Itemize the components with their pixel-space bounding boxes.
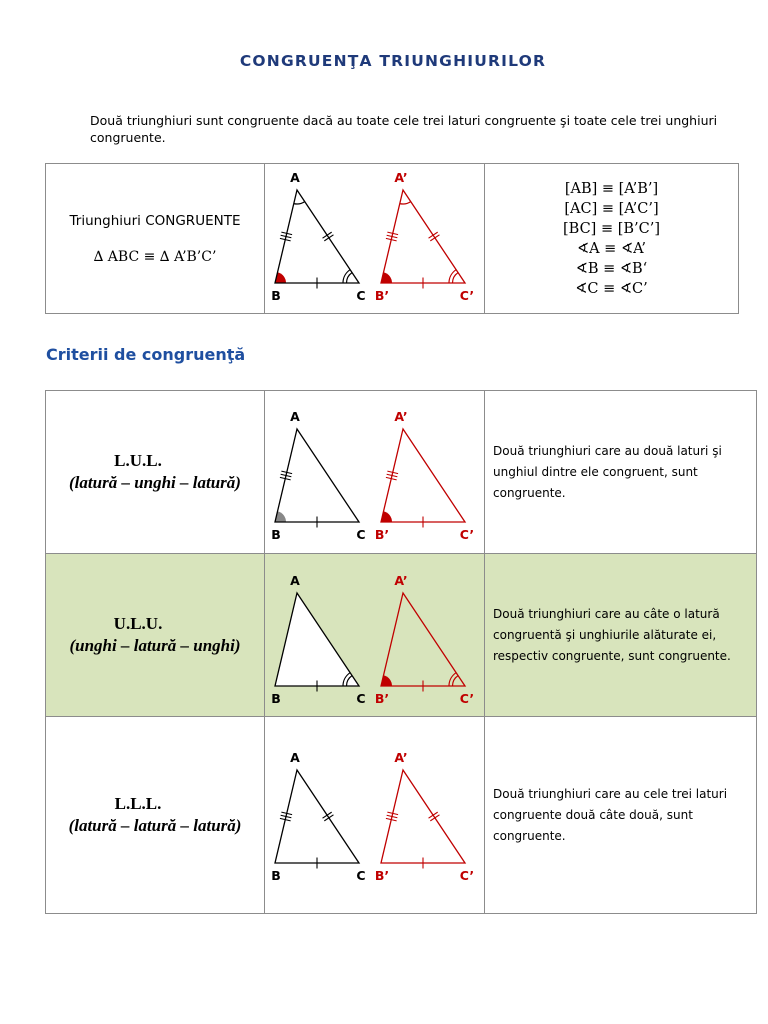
vertex-label-a: A: [290, 409, 300, 424]
triangles-diagram: [265, 164, 484, 313]
page-title: CONGRUENŢA TRIUNGHIURILOR: [239, 52, 547, 70]
criteria-name-cell: [46, 717, 265, 914]
definition-text: Două triunghiuri sunt congruente dacă au toate cele trei laturi congruente şi toate cele trei unghiuri congruente.: [90, 113, 718, 145]
criteria-row-lul: [46, 391, 757, 554]
relation-line: [BC] ≡ [B’C’]: [563, 220, 660, 237]
congruence-table: [45, 163, 739, 314]
triangles-diagram: [265, 717, 484, 913]
triangle-diagram-cell: [265, 391, 485, 554]
relation-line: ∢C ≡ ∢C’: [575, 280, 648, 297]
vertex-label-c: C’: [459, 527, 475, 542]
triangles-diagram: [265, 391, 484, 553]
vertex-label-a: A’: [394, 409, 408, 424]
triangle-diagram-cell: [265, 164, 485, 314]
criteria-row-ulu: [46, 554, 757, 717]
criteria-name-cell: [46, 554, 265, 717]
criteria-full: (latură – unghi – latură): [69, 473, 241, 492]
triangle-abc: [271, 409, 365, 542]
congruent-label: Triunghiuri CONGRUENTE: [69, 212, 241, 229]
section-heading: Criterii de congruenţă: [46, 345, 246, 364]
triangle-diagram-cell: [265, 554, 485, 717]
vertex-label-b: B’: [374, 868, 390, 883]
angle-c-mark: [453, 676, 459, 686]
vertex-label-b: B: [271, 868, 281, 883]
angle-a-mark: [400, 202, 411, 204]
vertex-label-b: B’: [374, 288, 390, 303]
relation-line: ∢A ≡ ∢A’: [576, 240, 647, 257]
vertex-label-a: A: [290, 750, 300, 765]
criteria-abbr: L.U.L.: [114, 451, 162, 470]
vertex-label-c: C: [356, 868, 366, 883]
vertex-label-c: C’: [459, 868, 475, 883]
triangle-abc: [271, 573, 365, 706]
vertex-label-c: C’: [459, 691, 475, 706]
relation-line: [AB] ≡ [A’B’]: [564, 180, 659, 197]
vertex-label-b: B: [271, 691, 281, 706]
congruent-label-cell: [46, 164, 265, 314]
angle-c-mark: [347, 273, 353, 283]
angle-c-mark: [453, 273, 459, 283]
criteria-name-cell: [46, 391, 265, 554]
relation-line: ∢B ≡ ∢B‘: [575, 260, 648, 277]
vertex-label-a: A: [290, 573, 300, 588]
criteria-description: Două triunghiuri care au două laturi şi unghiul dintre ele congruent, sunt congruente.: [485, 391, 757, 554]
criteria-full: (latură – latură – latură): [68, 816, 242, 835]
triangle-a2b2c2: [375, 750, 474, 883]
vertex-label-a: A’: [394, 170, 408, 185]
vertex-label-c: C’: [459, 288, 475, 303]
vertex-label-a: A’: [394, 750, 408, 765]
vertex-label-b: B’: [374, 691, 390, 706]
triangle-abc: [271, 170, 365, 303]
angle-a-mark: [294, 202, 305, 204]
vertex-label-a: A’: [394, 573, 408, 588]
criteria-description: Două triunghiuri care au cele trei laturi congruente două câte două, sunt congruente.: [485, 717, 757, 914]
vertex-label-a: A: [290, 170, 300, 185]
criteria-abbr: L.L.L.: [114, 794, 162, 813]
triangle-diagram-cell: [265, 717, 485, 914]
triangle-abc: [271, 750, 365, 883]
triangle-a2b2c2: [375, 573, 474, 706]
vertex-label-c: C: [356, 691, 366, 706]
vertex-label-b: B: [271, 288, 281, 303]
vertex-label-c: C: [356, 527, 366, 542]
criteria-table: [45, 390, 757, 914]
vertex-label-b: B: [271, 527, 281, 542]
triangle-a2b2c2: [375, 409, 474, 542]
triangle-outline: [381, 593, 465, 686]
criteria-abbr: U.L.U.: [113, 614, 163, 633]
triangles-diagram: [265, 554, 484, 716]
criteria-row-lll: [46, 717, 757, 914]
vertex-label-c: C: [356, 288, 366, 303]
criteria-description: Două triunghiuri care au câte o latură congruentă şi unghiurile alăturate ei, respectiv congruente, sunt congruente.: [485, 554, 757, 717]
congruence-relation: ∆ ABC ≡ ∆ A’B’C’: [93, 248, 217, 265]
triangle-outline: [275, 593, 359, 686]
triangle-a2b2c2: [375, 170, 474, 303]
criteria-full: (unghi – latură – unghi): [69, 636, 241, 655]
vertex-label-b: B’: [374, 527, 390, 542]
relations-cell: [485, 164, 739, 314]
relation-line: [AC] ≡ [A’C’]: [564, 200, 659, 217]
